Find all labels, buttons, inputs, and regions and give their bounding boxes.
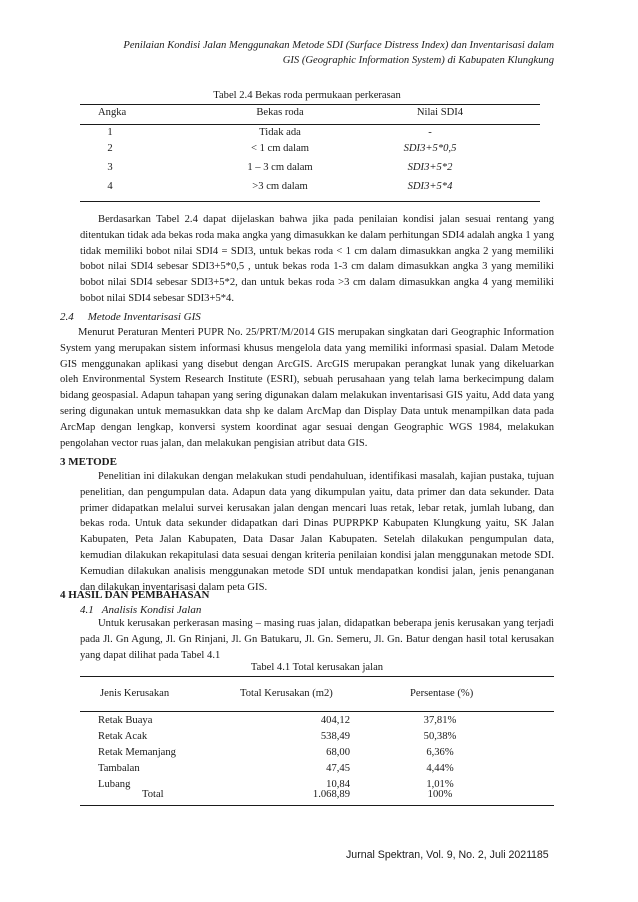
table-cell: Retak Memanjang — [98, 747, 176, 758]
table-cell: 68,00 — [326, 747, 350, 758]
table-cell: Lubang — [98, 779, 131, 790]
table-cell: SDI3+5*0,5 — [403, 143, 457, 154]
section-title: Metode Inventarisasi GIS — [87, 311, 201, 323]
table-cell: 2 — [107, 143, 113, 154]
table-2-4 — [80, 104, 540, 204]
table-rule-bottom — [80, 805, 554, 806]
table-4-1-caption: Tabel 4.1 Total kerusakan jalan — [250, 662, 384, 673]
paragraph-text: Menurut Peraturan Menteri PUPR No. 25/PRT/M/2014 GIS merupakan singkatan dari Geographic Information System yang merupakan sistem informasi khusus mengelola data yang memiliki informasi spasial. Dalam Metode GIS menggunakan aplikasi yang disebut dengan ArcGIS. ArcGIS merupakan perangkat lunak yang dikeluarkan oleh Environmental System Research Institute (ESRI), sebuah perusahaan yang telah lama berkecimpung dalam bidang geospasial. Adapun tahapan yang sering digunakan dalam melakukan inventarisasi GIS yaitu, Add data yang sering digunakan untuk memasukkan data shp ke dalam ArcMap dan Display Data untuk menampilkan data pada ArcMap dengan lengkap, konversi system koordinat agar sesuai dengan Geographic WGS 1984, melakukan pengolahan vector ruas jalan, dan melakukan pengisian atribut data GIS. — [60, 327, 554, 449]
table-cell: Retak Acak — [98, 731, 148, 742]
table-row — [80, 162, 540, 178]
table-cell: 10,84 — [326, 779, 350, 790]
table-cell: >3 cm dalam — [252, 181, 308, 192]
table-row — [80, 143, 540, 159]
running-header-line-2: GIS (Geographic Information System) di Kabupaten Klungkung — [282, 55, 554, 66]
table-rule-bottom — [80, 201, 540, 202]
table-rule-header — [80, 124, 540, 125]
section-4-heading: 4 HASIL DAN PEMBAHASAN — [60, 589, 210, 601]
header-cell-jenis-kerusakan: Jenis Kerusakan — [100, 688, 170, 699]
footer-journal: Jurnal Spektran, Vol. 9, No. 2, Juli 2021 — [346, 849, 533, 861]
section-number: 4.1 — [80, 604, 94, 616]
table-cell: 47,45 — [326, 763, 350, 774]
table-cell: 1 – 3 cm dalam — [247, 162, 313, 173]
table-row — [80, 731, 554, 747]
paragraph-text: Berdasarkan Tabel 2.4 dapat dijelaskan bahwa jika pada penilaian kondisi jalan sesuai rentang yang ditentukan tidak ada bekas roda maka angka yang dimasukkan ke dalam perhitungan SDI4 adalah angka 1 yang tidak memiliki bobot nilai SDI4 = SDI3, untuk bekas roda < 1 cm dalam dimasukkan angka 2 yang memiliki bobot nilai SDI4 sebesar SDI3+5*0,5 , untuk bekas roda 1-3 cm dalam dimasukkan angka 3 yang memiliki bobot nilai SDI4 sebesar SDI3+5*2, dan untuk bekas roda >3 cm dalam dimasukkan angka 4 yang memiliki bobot nilai SDI4 sebesar SDI3+5*4. — [80, 214, 554, 304]
total-value: 1.068,89 — [312, 789, 350, 800]
table-row — [80, 763, 554, 779]
table-row — [80, 181, 540, 197]
table-cell: Retak Buaya — [98, 715, 153, 726]
paragraph-text: Penelitian ini dilakukan dengan melakukan studi pendahuluan, identifikasi masalah, kajian pustaka, tujuan penelitian, dan pengumpulan data. Adapun data yang dikumpulan yaitu, data primer dan data sekunder. Data primer didapatkan melalui survei kerusakan jalan dengan mencari luas retak, lebar retak, jumlah lubang, dan bekas roda. Untuk data sekunder didapatkan dari Dinas PUPRPKP Kabupaten Klungkung yaitu, SK Jalan Kabupaten, Peta Jalan Kabupaten, Data Dasar Jalan Kabupaten. Setelah dilakukan pengumpulan data, kemudian dilakukan rekapitulasi data sesuai dengan kriteria penilaian kondisi jalan menggunakan metode SDI. Kemudian dilakukan analisis menggunakan metode SDI untuk mendapatkan kondisi jalan, jenis penanganan dan dilakukan inventarisasi dalam peta GIS. — [80, 471, 554, 593]
section-3-heading: 3 METODE — [60, 456, 117, 468]
table-cell: 3 — [107, 162, 113, 173]
header-cell-nilai-sdi4: Nilai SDI4 — [416, 107, 464, 118]
table-total-row — [80, 789, 554, 805]
header-cell-bekas-roda: Bekas roda — [256, 107, 304, 118]
section-4-1-heading — [80, 604, 201, 616]
section-3-body — [80, 469, 554, 595]
section-title: Analisis Kondisi Jalan — [101, 604, 202, 616]
table-cell: 538,49 — [320, 731, 350, 742]
header-cell-total-kerusakan: Total Kerusakan (m2) — [240, 688, 333, 699]
table-2-4-caption: Tabel 2.4 Bekas roda permukaan perkerasan — [213, 90, 401, 101]
paragraph-text: Untuk kerusakan perkerasan masing – masing ruas jalan, didapatkan beberapa jenis kerusakan yang terjadi pada Jl. Gn Agung, Jl. Gn Rinjani, Jl. Gn Batukaru, Jl. Gn. Semeru, Jl. Gn. Batur dengan hasil total kerusakan yang dapat dilihat pada Tabel 4.1 — [80, 618, 554, 661]
page-number: 185 — [531, 849, 549, 861]
table-cell: Tambalan — [98, 763, 140, 774]
running-header — [60, 38, 554, 68]
table-rule-top — [80, 676, 554, 677]
table-rule-top — [80, 104, 540, 105]
table-cell: - — [428, 127, 432, 138]
total-percentage: 100% — [427, 789, 453, 800]
table-rule-header — [80, 711, 554, 712]
table-header-row — [80, 688, 554, 704]
total-label: Total — [142, 789, 164, 800]
table-cell: 1,01% — [426, 779, 454, 790]
table-cell: < 1 cm dalam — [250, 143, 310, 154]
table-cell: 404,12 — [320, 715, 350, 726]
table-cell: 6,36% — [426, 747, 454, 758]
header-cell-angka: Angka — [98, 107, 127, 118]
section-number: 2.4 — [60, 311, 74, 323]
table-cell: 50,38% — [423, 731, 457, 742]
section-2-4-heading — [60, 311, 201, 323]
table-cell: 37,81% — [423, 715, 457, 726]
table-cell: SDI3+5*4 — [407, 181, 453, 192]
table-cell: SDI3+5*2 — [407, 162, 453, 173]
running-header-line-1: Penilaian Kondisi Jalan Menggunakan Metode SDI (Surface Distress Index) dan Inventarisasi dalam — [123, 40, 554, 51]
table-cell: 4,44% — [426, 763, 454, 774]
table-row — [80, 127, 540, 143]
section-2-4-body — [60, 325, 554, 451]
table-cell: 4 — [107, 181, 113, 192]
table-4-1 — [80, 676, 554, 806]
table-header-row — [80, 107, 540, 123]
header-cell-persentase: Persentase (%) — [410, 688, 474, 699]
paragraph-table-2-4 — [80, 212, 554, 307]
table-cell: Tidak ada — [259, 127, 301, 138]
table-cell: 1 — [107, 127, 113, 138]
table-row — [80, 747, 554, 763]
section-4-1-body — [80, 616, 554, 663]
table-row — [80, 715, 554, 731]
